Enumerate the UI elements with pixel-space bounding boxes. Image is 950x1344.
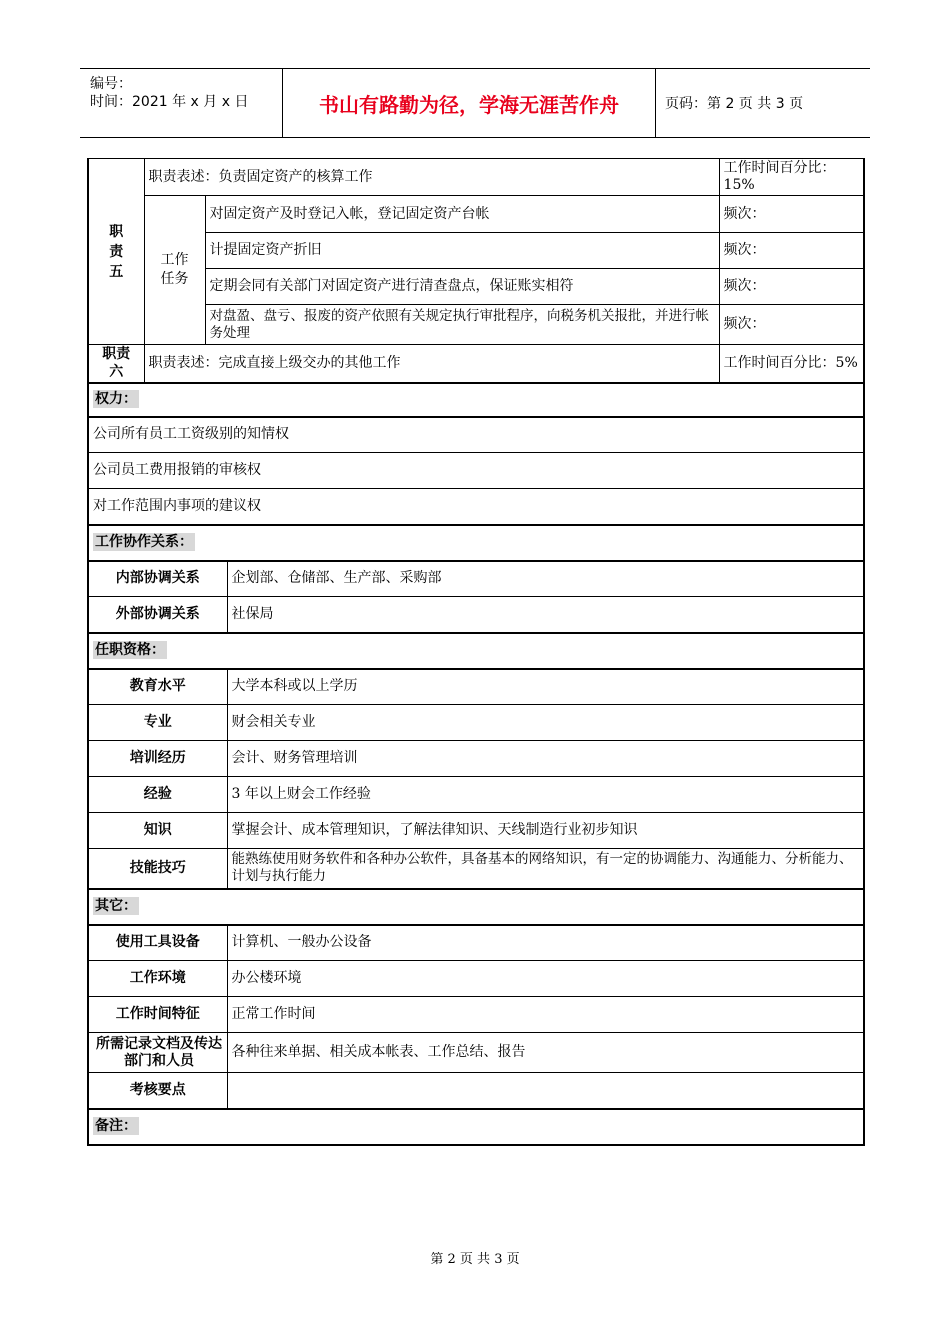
- qualification-section-row: [88, 633, 864, 669]
- remarks-section-row: [88, 1109, 864, 1145]
- duty5-label: 职责五: [88, 159, 144, 345]
- other-row: [88, 961, 864, 997]
- other-value: 计算机、一般办公设备: [227, 925, 864, 961]
- other-row: [88, 1073, 864, 1109]
- task-frequency: 频次：: [719, 196, 864, 233]
- qualification-title: 任职资格：: [88, 633, 864, 669]
- qualification-value: 3 年以上财会工作经验: [227, 777, 864, 813]
- qualification-value: 财会相关专业: [227, 705, 864, 741]
- duty6-description: 职责表述：完成直接上级交办的其他工作: [144, 345, 719, 383]
- authority-item: 对工作范围内事项的建议权: [88, 489, 864, 525]
- other-value: 办公楼环境: [227, 961, 864, 997]
- page-footer: 第 2 页 共 3 页: [430, 1252, 520, 1267]
- qualification-label: 专业: [88, 705, 227, 741]
- cooperation-label: 外部协调关系: [88, 597, 227, 633]
- page-header: [80, 68, 870, 138]
- qualification-row: [88, 813, 864, 849]
- qualification-label: 技能技巧: [88, 849, 227, 889]
- other-section-row: [88, 889, 864, 925]
- task-frequency: 频次：: [719, 305, 864, 345]
- qualification-row: [88, 849, 864, 889]
- other-label: 考核要点: [88, 1073, 227, 1109]
- qualification-label: 知识: [88, 813, 227, 849]
- remarks-title: 备注：: [88, 1109, 864, 1145]
- authority-section-row: [88, 383, 864, 417]
- task-row: [88, 269, 864, 305]
- other-title: 其它：: [88, 889, 864, 925]
- qualification-row: [88, 741, 864, 777]
- qualification-value: 会计、财务管理培训: [227, 741, 864, 777]
- qualification-row: [88, 669, 864, 705]
- other-value: 各种往来单据、相关成本帐表、工作总结、报告: [227, 1033, 864, 1073]
- task-text: 对盘盈、盘亏、报废的资产依照有关规定执行审批程序，向税务机关报批，并进行帐务处理: [205, 305, 719, 345]
- job-description-table: [87, 158, 865, 1146]
- cooperation-row: [88, 561, 864, 597]
- cooperation-section-row: [88, 525, 864, 561]
- cooperation-label: 内部协调关系: [88, 561, 227, 597]
- other-row: [88, 997, 864, 1033]
- cooperation-row: [88, 597, 864, 633]
- task-row: [88, 196, 864, 233]
- qualification-label: 教育水平: [88, 669, 227, 705]
- task-row: [88, 305, 864, 345]
- qualification-label: 经验: [88, 777, 227, 813]
- duty5-description: 职责表述：负责固定资产的核算工作: [144, 159, 719, 196]
- other-value: 正常工作时间: [227, 997, 864, 1033]
- other-row: [88, 925, 864, 961]
- other-value: [227, 1073, 864, 1109]
- other-label: 工作环境: [88, 961, 227, 997]
- qualification-value: 掌握会计、成本管理知识，了解法律知识、天线制造行业初步知识: [227, 813, 864, 849]
- task-row: [88, 233, 864, 269]
- duty5-description-row: [88, 159, 864, 196]
- cooperation-value: 企划部、仓储部、生产部、采购部: [227, 561, 864, 597]
- other-label: 工作时间特征: [88, 997, 227, 1033]
- task-text: 对固定资产及时登记入帐，登记固定资产台帐: [205, 196, 719, 233]
- duty6-time-percent: 工作时间百分比：5%: [719, 345, 864, 383]
- other-row: [88, 1033, 864, 1073]
- header-motto: 书山有路勤为径，学海无涯苦作舟: [282, 69, 656, 137]
- duty6-label: 职责六: [88, 345, 144, 383]
- authority-item: 公司所有员工工资级别的知情权: [88, 417, 864, 453]
- qualification-row: [88, 705, 864, 741]
- header-info: [80, 69, 282, 137]
- doc-time-label: 时间：2021 年 x 月 x 日: [90, 94, 249, 110]
- duty5-time-percent: 工作时间百分比：15%: [719, 159, 864, 196]
- other-label: 所需记录文档及传达部门和人员: [88, 1033, 227, 1073]
- cooperation-value: 社保局: [227, 597, 864, 633]
- authority-item: 公司员工费用报销的审核权: [88, 453, 864, 489]
- doc-number-label: 编号：: [90, 76, 132, 92]
- qualification-value: 大学本科或以上学历: [227, 669, 864, 705]
- other-label: 使用工具设备: [88, 925, 227, 961]
- duty6-row: [88, 345, 864, 383]
- qualification-row: [88, 777, 864, 813]
- duty5-task-label: 工作任务: [144, 196, 205, 345]
- task-frequency: 频次：: [719, 233, 864, 269]
- qualification-label: 培训经历: [88, 741, 227, 777]
- task-text: 计提固定资产折旧: [205, 233, 719, 269]
- qualification-value: 能熟练使用财务软件和各种办公软件，具备基本的网络知识，有一定的协调能力、沟通能力、分析能力、计划与执行能力: [227, 849, 864, 889]
- task-frequency: 频次：: [719, 269, 864, 305]
- cooperation-title: 工作协作关系：: [88, 525, 864, 561]
- authority-title: 权力：: [88, 383, 864, 417]
- task-text: 定期会同有关部门对固定资产进行清查盘点，保证账实相符: [205, 269, 719, 305]
- header-page-number: 页码：第 2 页 共 3 页: [665, 96, 804, 112]
